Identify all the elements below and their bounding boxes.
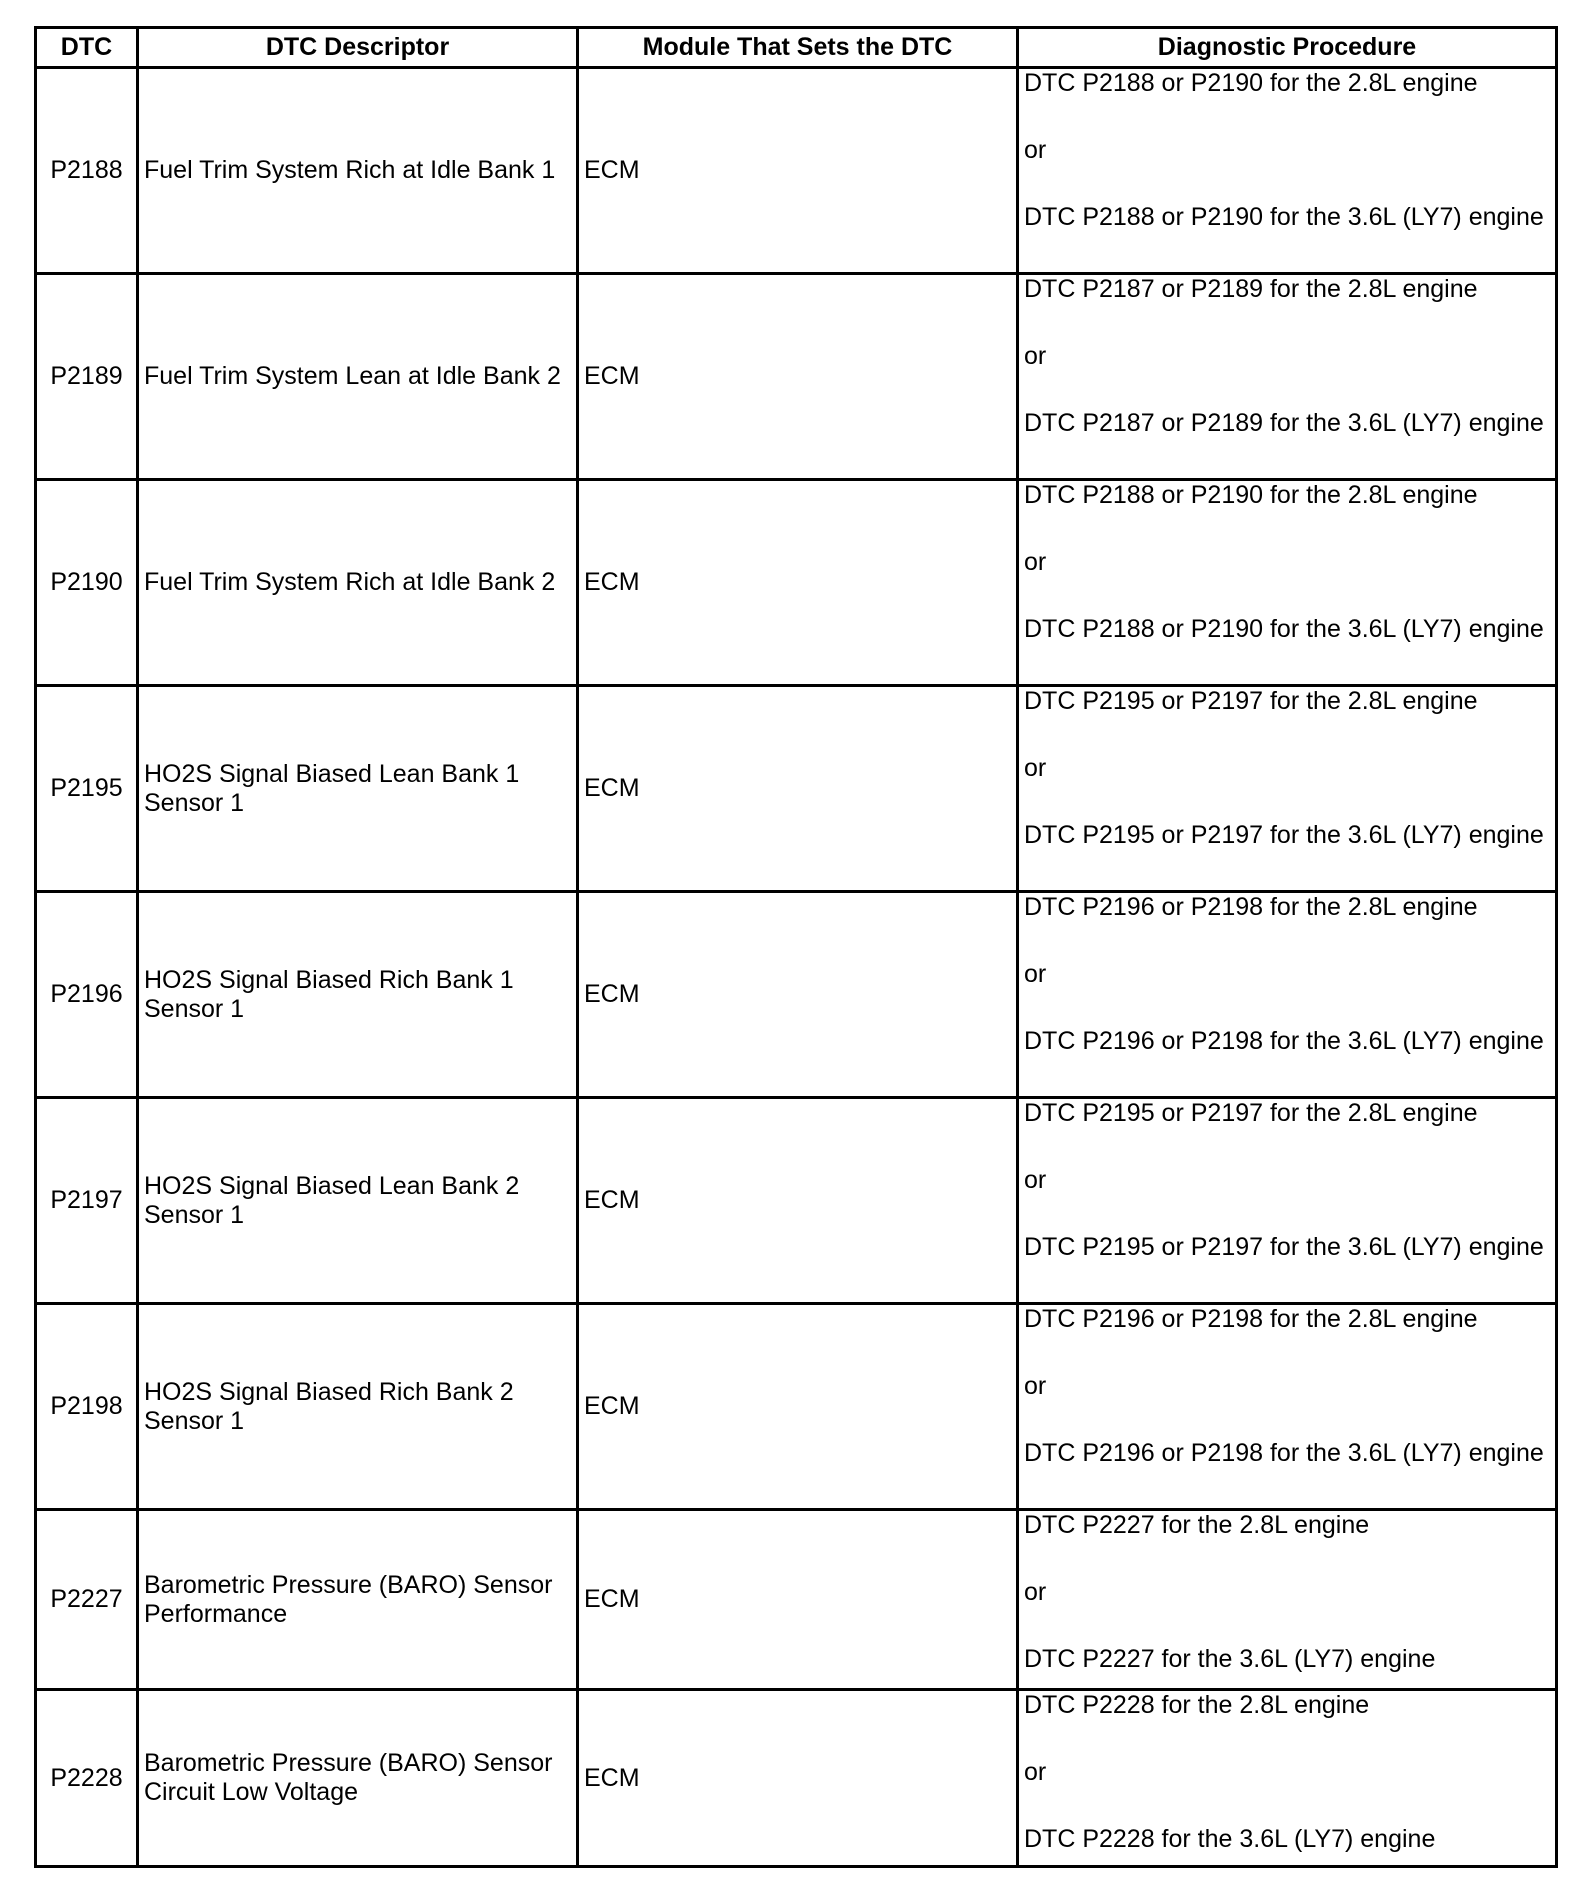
procedure-or: or [1024, 754, 1047, 782]
diagnostic-procedure [1018, 1510, 1557, 1690]
dtc-descriptor: Fuel Trim System Rich at Idle Bank 2 [138, 480, 578, 686]
dtc-module: ECM [578, 1510, 1018, 1690]
diagnostic-procedure [1018, 1304, 1557, 1510]
table-row [36, 1510, 1557, 1690]
dtc-descriptor: HO2S Signal Biased Rich Bank 2 Sensor 1 [138, 1304, 578, 1510]
procedure-second: DTC P2188 or P2190 for the 3.6L (LY7) engine [1024, 615, 1544, 643]
header-descriptor: DTC Descriptor [138, 28, 578, 68]
table-row [36, 686, 1557, 892]
header-row [36, 28, 1557, 68]
procedure-second: DTC P2195 or P2197 for the 3.6L (LY7) engine [1024, 821, 1544, 849]
dtc-module: ECM [578, 1304, 1018, 1510]
dtc-code: P2228 [36, 1690, 138, 1867]
dtc-code: P2189 [36, 274, 138, 480]
procedure-first: DTC P2187 or P2189 for the 2.8L engine [1024, 275, 1478, 303]
dtc-descriptor: Barometric Pressure (BARO) Sensor Performance [138, 1510, 578, 1690]
header-procedure: Diagnostic Procedure [1018, 28, 1557, 68]
dtc-descriptor: Fuel Trim System Lean at Idle Bank 2 [138, 274, 578, 480]
dtc-module: ECM [578, 274, 1018, 480]
procedure-second: DTC P2188 or P2190 for the 3.6L (LY7) engine [1024, 203, 1544, 231]
dtc-descriptor: Fuel Trim System Rich at Idle Bank 1 [138, 68, 578, 274]
procedure-second: DTC P2195 or P2197 for the 3.6L (LY7) engine [1024, 1233, 1544, 1261]
procedure-or: or [1024, 960, 1047, 988]
dtc-module: ECM [578, 686, 1018, 892]
diagnostic-procedure [1018, 892, 1557, 1098]
procedure-first: DTC P2195 or P2197 for the 2.8L engine [1024, 1099, 1478, 1127]
dtc-descriptor: HO2S Signal Biased Lean Bank 2 Sensor 1 [138, 1098, 578, 1304]
procedure-or: or [1024, 1372, 1047, 1400]
header-module: Module That Sets the DTC [578, 28, 1018, 68]
dtc-code: P2188 [36, 68, 138, 274]
dtc-table [34, 26, 1558, 1868]
procedure-or: or [1024, 548, 1047, 576]
dtc-code: P2190 [36, 480, 138, 686]
diagnostic-procedure [1018, 68, 1557, 274]
dtc-code: P2196 [36, 892, 138, 1098]
diagnostic-procedure [1018, 686, 1557, 892]
dtc-module: ECM [578, 892, 1018, 1098]
procedure-second: DTC P2227 for the 3.6L (LY7) engine [1024, 1645, 1436, 1673]
dtc-descriptor: HO2S Signal Biased Lean Bank 1 Sensor 1 [138, 686, 578, 892]
dtc-descriptor: HO2S Signal Biased Rich Bank 1 Sensor 1 [138, 892, 578, 1098]
table-body [36, 68, 1557, 1867]
procedure-or: or [1024, 1758, 1047, 1786]
procedure-first: DTC P2227 for the 2.8L engine [1024, 1511, 1370, 1539]
procedure-or: or [1024, 136, 1047, 164]
procedure-first: DTC P2196 or P2198 for the 2.8L engine [1024, 893, 1478, 921]
table-row [36, 480, 1557, 686]
dtc-code: P2227 [36, 1510, 138, 1690]
procedure-or: or [1024, 342, 1047, 370]
table-row [36, 1690, 1557, 1867]
procedure-second: DTC P2187 or P2189 for the 3.6L (LY7) engine [1024, 409, 1544, 437]
table-row [36, 892, 1557, 1098]
procedure-or: or [1024, 1166, 1047, 1194]
procedure-first: DTC P2188 or P2190 for the 2.8L engine [1024, 69, 1478, 97]
procedure-second: DTC P2196 or P2198 for the 3.6L (LY7) engine [1024, 1027, 1544, 1055]
table-row [36, 68, 1557, 274]
diagnostic-procedure [1018, 480, 1557, 686]
diagnostic-procedure [1018, 1690, 1557, 1867]
table-row [36, 1304, 1557, 1510]
dtc-code: P2197 [36, 1098, 138, 1304]
table-row [36, 274, 1557, 480]
table-row [36, 1098, 1557, 1304]
procedure-first: DTC P2228 for the 2.8L engine [1024, 1691, 1370, 1719]
dtc-module: ECM [578, 480, 1018, 686]
procedure-second: DTC P2228 for the 3.6L (LY7) engine [1024, 1825, 1436, 1853]
dtc-module: ECM [578, 1690, 1018, 1867]
dtc-code: P2198 [36, 1304, 138, 1510]
dtc-descriptor: Barometric Pressure (BARO) Sensor Circuit Low Voltage [138, 1690, 578, 1867]
dtc-module: ECM [578, 68, 1018, 274]
procedure-first: DTC P2188 or P2190 for the 2.8L engine [1024, 481, 1478, 509]
diagnostic-procedure [1018, 274, 1557, 480]
diagnostic-procedure [1018, 1098, 1557, 1304]
header-dtc: DTC [36, 28, 138, 68]
procedure-or: or [1024, 1578, 1047, 1606]
procedure-second: DTC P2196 or P2198 for the 3.6L (LY7) engine [1024, 1439, 1544, 1467]
dtc-module: ECM [578, 1098, 1018, 1304]
dtc-code: P2195 [36, 686, 138, 892]
table-header [36, 28, 1557, 68]
procedure-first: DTC P2196 or P2198 for the 2.8L engine [1024, 1305, 1478, 1333]
procedure-first: DTC P2195 or P2197 for the 2.8L engine [1024, 687, 1478, 715]
